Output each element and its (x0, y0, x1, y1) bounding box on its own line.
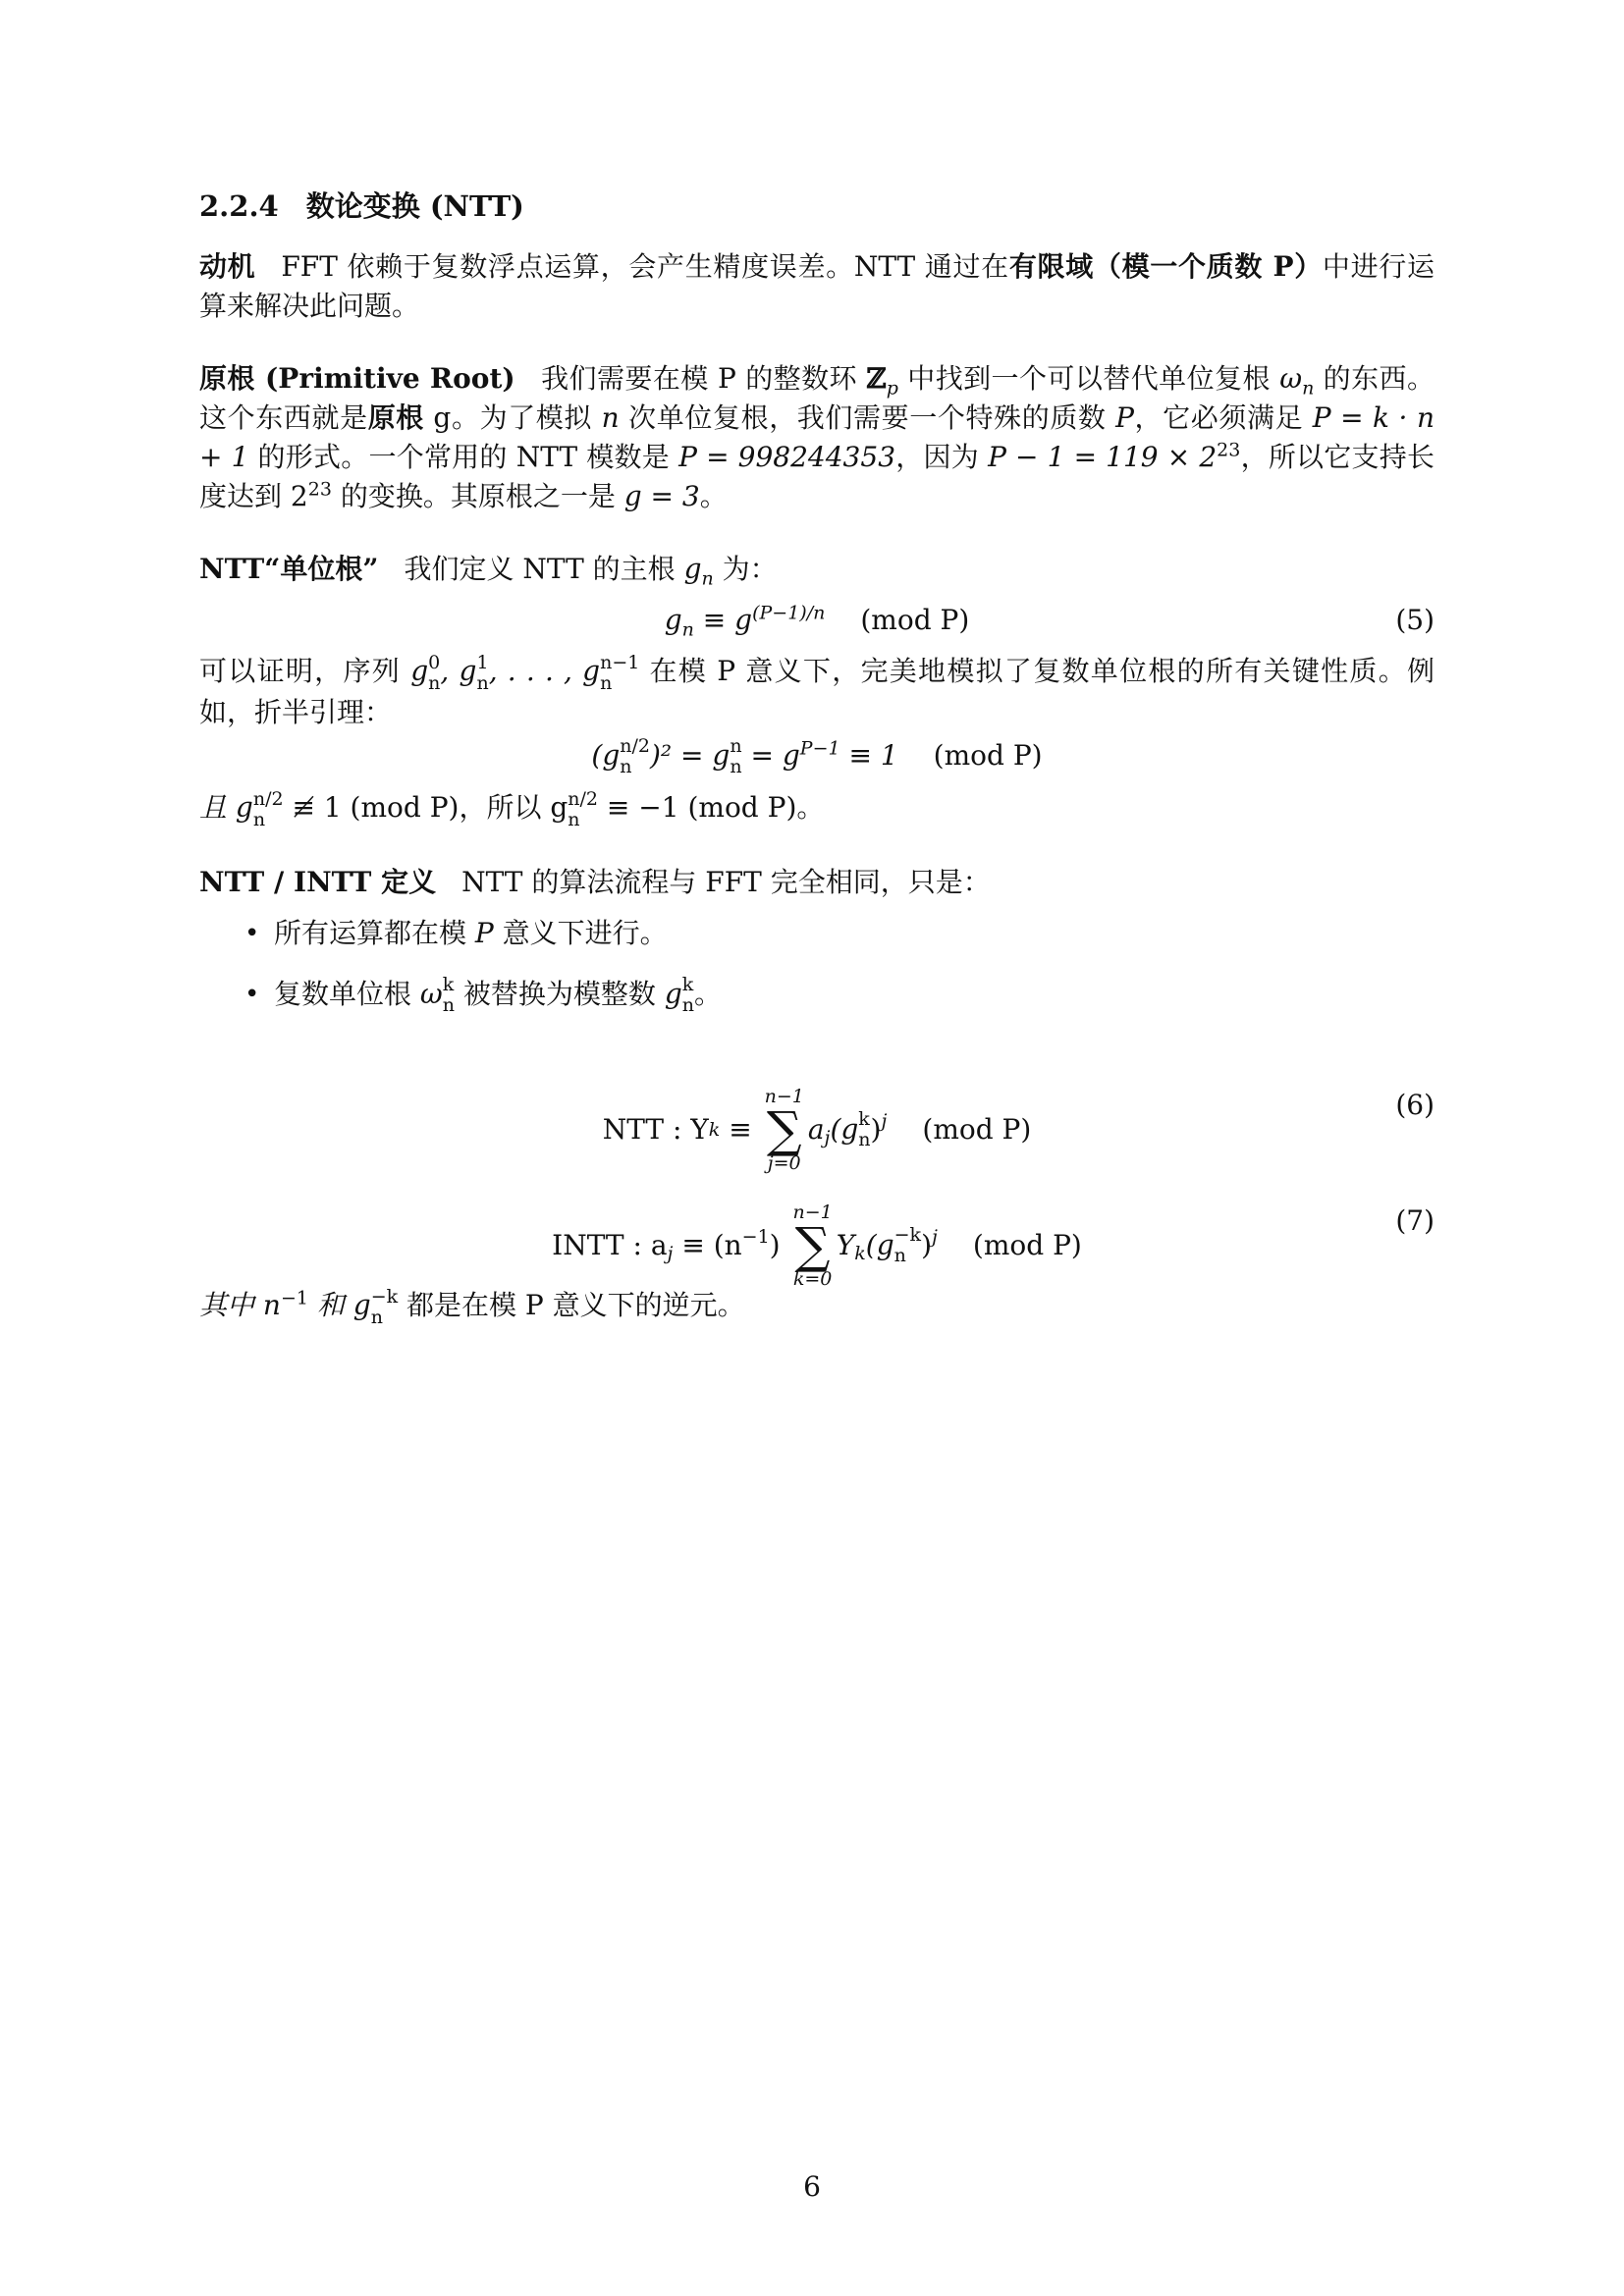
eq6-content (199, 1086, 1435, 1174)
seq-sub-1: n (476, 671, 489, 694)
pr-text-10: 的变换。其原根之一是 (331, 480, 624, 512)
concl-sup-1: n/2 (252, 787, 284, 810)
eq6-upper-limit: n−1 (764, 1086, 804, 1107)
pr-text-3: 的东西。这个东西就是 (199, 362, 1435, 434)
section-title: 数论变换 (NTT) (305, 189, 524, 223)
page-number: 6 (803, 2170, 821, 2203)
bullet-item-1 (274, 914, 1435, 953)
primitive-root-paragraph (199, 359, 1435, 516)
ntt-root-paragraph (199, 550, 1435, 589)
eq7-equiv-sup: −1 (741, 1226, 770, 1249)
bullet-2-omega-sup: k (442, 974, 455, 995)
primitive-root-heading: 原根 (Primitive Root) (199, 362, 515, 395)
concl-text-2: ≢ 1 (mod P)，所以 g (283, 791, 568, 824)
eq7-upper-limit: n−1 (792, 1201, 833, 1223)
eq5-lhs: g (664, 604, 682, 636)
eq7-g-sub: n (893, 1245, 906, 1266)
pr-text-7: 的形式。一个常用的 NTT 模数是 (248, 441, 679, 473)
bullet-item-2 (274, 975, 1435, 1016)
eq6-term3-sup: j (881, 1110, 888, 1133)
eq6-term2: (g (830, 1113, 859, 1146)
nr-text-2: 为： (713, 553, 778, 585)
pr-omega: ω (1279, 362, 1303, 395)
bullet-2-omega-sub: n (442, 994, 455, 1016)
concl-sub-2: n (568, 808, 580, 830)
eq7-summation (793, 1201, 833, 1290)
bullet-2-g-sub: n (681, 994, 694, 1016)
pr-emphasis: 原根 (367, 401, 424, 434)
concl-sup-2: n/2 (568, 787, 599, 810)
bullet-2-omega: ω (419, 977, 443, 1010)
bullet-1-P: P (474, 916, 494, 949)
pr-text-8: ，因为 (895, 441, 989, 473)
eq6-g-sup: k (858, 1108, 870, 1130)
nr-g: g (683, 553, 702, 585)
pr-text-11: 。 (699, 480, 728, 512)
pr-formula-3: P − 1 = 119 × 2 (988, 441, 1218, 473)
eq7-term2: (g (865, 1229, 894, 1261)
seq-gn: , . . . , g (488, 655, 601, 687)
bullet-2-text-a: 复数单位根 (274, 977, 420, 1010)
seq-sup-1: 1 (476, 651, 489, 673)
bullet-2-g-sup: k (681, 974, 694, 995)
concl-scripts-2 (568, 787, 599, 830)
seq-sub-n: n (600, 671, 613, 694)
pr-n: n (601, 401, 620, 434)
equation-number-7: (7) (1395, 1204, 1435, 1237)
pr-ring-sub: p (886, 377, 898, 400)
halving-scripts (620, 737, 650, 776)
eq7-lhs: INTT : a (552, 1229, 668, 1261)
pr-two: 2 (290, 480, 308, 512)
halving-sup-3: P−1 (799, 737, 840, 760)
closing-text-3: 都是在模 P 意义下的逆元。 (398, 1289, 745, 1321)
eq7-term3: ) (921, 1229, 932, 1261)
motivation-text-end: 中进行运算来解决此问题。 (199, 250, 1435, 322)
equation-5 (199, 601, 1435, 640)
eq7-lower-limit: k=0 (792, 1268, 833, 1290)
eq6-term3: ) (870, 1113, 882, 1146)
halving-sub: n (620, 756, 632, 777)
halving-sub-2: n (730, 756, 742, 777)
motivation-emphasis: 有限域（模一个质数 P） (1008, 250, 1323, 283)
eq5-mod: (mod P) (860, 604, 970, 636)
eq7-content (199, 1201, 1435, 1290)
seq-sup-0: 0 (428, 651, 441, 673)
ntt-root-heading: NTT“单位根” (199, 553, 379, 585)
seq-sup-n: n−1 (600, 651, 640, 673)
definition-bullet-list (199, 914, 1435, 1016)
definition-paragraph (199, 863, 1435, 902)
seq-g1-scripts (476, 651, 489, 694)
pr-ring: ℤ (866, 362, 887, 395)
seq-gn-scripts (600, 651, 640, 694)
eq7-equiv: ≡ (n (673, 1229, 742, 1261)
eq7-g-sup: −k (893, 1224, 922, 1246)
pr-omega-sub: n (1302, 377, 1315, 400)
bullet-2-text-b: 被替换为模整数 (455, 977, 665, 1010)
motivation-paragraph (199, 247, 1435, 326)
eq7-term: Y (836, 1229, 855, 1261)
sigma-icon: ∑ (794, 1217, 831, 1274)
conclusion-line (199, 788, 1435, 829)
eq7-close: ) (769, 1229, 781, 1261)
eq6-equiv: ≡ (720, 1113, 752, 1146)
motivation-text: FFT 依赖于复数浮点运算，会产生精度误差。NTT 通过在 (281, 250, 1009, 283)
pr-text-1: 我们需要在模 P 的整数环 (540, 362, 867, 395)
equation-number-5: (5) (1395, 604, 1435, 636)
eq6-mod: (mod P) (922, 1113, 1032, 1146)
bullet-2-g: g (664, 977, 682, 1010)
nr-g-sub: n (701, 567, 714, 590)
nr-text-1: 我们定义 NTT 的主根 (404, 553, 684, 585)
concl-scripts-1 (252, 787, 284, 830)
bullet-1-text-b: 意义下进行。 (493, 916, 668, 949)
closing-sup: −1 (280, 1287, 308, 1309)
closing-g-sup: −k (370, 1285, 399, 1308)
eq6-g-sub: n (858, 1129, 871, 1150)
closing-g-sub: n (370, 1306, 383, 1328)
pr-text-2: 中找到一个可以替代单位复根 (897, 362, 1280, 395)
concl-text-3: ≡ −1 (mod P)。 (598, 791, 825, 824)
seq-g0-scripts (428, 651, 441, 694)
eq6-lower-limit: j=0 (767, 1152, 801, 1174)
pr-text-4: g。为了模拟 (423, 401, 602, 434)
halving-open: (g (591, 738, 621, 772)
halving-mod: (mod P) (933, 738, 1043, 772)
closing-text-2: 和 g (307, 1289, 371, 1321)
pr-formula-4: g = 3 (623, 480, 700, 512)
pr-exp-2: 23 (307, 478, 332, 501)
equation-7 (199, 1170, 1435, 1290)
proof-paragraph (199, 652, 1435, 732)
eq7-term3-sup: j (932, 1226, 938, 1249)
pr-formula-1: P = k · n + 1 (199, 401, 1435, 473)
eq7-g-scripts (894, 1226, 921, 1265)
closing-g-scripts (370, 1285, 399, 1328)
document-page (199, 187, 1435, 1327)
eq7-term-sub: k (854, 1243, 866, 1265)
motivation-heading: 动机 (199, 250, 256, 283)
eq7-lhs-sub: j (667, 1243, 674, 1265)
seq-g1: , g (440, 655, 477, 687)
seq-g0: g (410, 655, 429, 687)
halving-lemma-equation (199, 736, 1435, 777)
section-heading (199, 187, 1435, 226)
eq5-equiv: ≡ g (702, 604, 753, 636)
definition-heading: NTT / INTT 定义 (199, 865, 437, 898)
seq-sub-0: n (428, 671, 441, 694)
pr-formula-2: P = 998244353 (678, 441, 896, 473)
bullet-2-g-scripts (682, 976, 694, 1015)
eq7-mod: (mod P) (972, 1229, 1082, 1261)
halving-rest: )² = g (650, 738, 731, 772)
eq6-g-scripts (858, 1110, 870, 1149)
pr-P: P (1115, 401, 1134, 434)
pr-exp-1: 23 (1217, 439, 1241, 461)
concl-sub-1: n (252, 808, 266, 830)
closing-text-1: 其中 n (199, 1289, 281, 1321)
pr-text-6: ，它必须满足 (1133, 401, 1313, 434)
eq6-term-sub: j (824, 1127, 831, 1149)
closing-line (199, 1286, 1435, 1327)
halving-rest-2: = g (741, 738, 800, 772)
concl-text-1: 且 g (199, 791, 253, 824)
halving-rest-3: ≡ 1 (839, 738, 898, 772)
section-number: 2.2.4 (199, 189, 279, 223)
equation-6 (199, 1054, 1435, 1174)
halving-sup: n/2 (620, 735, 650, 757)
eq6-lhs: NTT : Y (602, 1113, 709, 1146)
halving-scripts-2 (730, 737, 741, 776)
proof-text-2: 在模 P 意义下，完美地模拟了复数单位根的所有关键性质。例如，折半引理： (199, 655, 1435, 728)
halving-sup-2: n (730, 735, 742, 757)
eq5-exponent: (P−1)/n (752, 602, 826, 624)
sigma-icon: ∑ (766, 1101, 802, 1158)
pr-text-5: 次单位复根，我们需要一个特殊的质数 (619, 401, 1116, 434)
eq6-term: a (807, 1113, 825, 1146)
definition-text: NTT 的算法流程与 FFT 完全相同，只是： (461, 865, 991, 898)
bullet-2-omega-scripts (443, 976, 455, 1015)
bullet-1-text-a: 所有运算都在模 (274, 916, 475, 949)
bullet-2-text-c: 。 (694, 977, 723, 1010)
proof-text-1: 可以证明，序列 (199, 655, 411, 687)
eq5-lhs-sub: n (681, 618, 694, 641)
eq6-summation (765, 1086, 804, 1174)
pr-text-9: ，所以它支持长度达到 (199, 441, 1435, 512)
eq6-lhs-sub: k (708, 1119, 721, 1141)
equation-number-6: (6) (1395, 1089, 1435, 1121)
